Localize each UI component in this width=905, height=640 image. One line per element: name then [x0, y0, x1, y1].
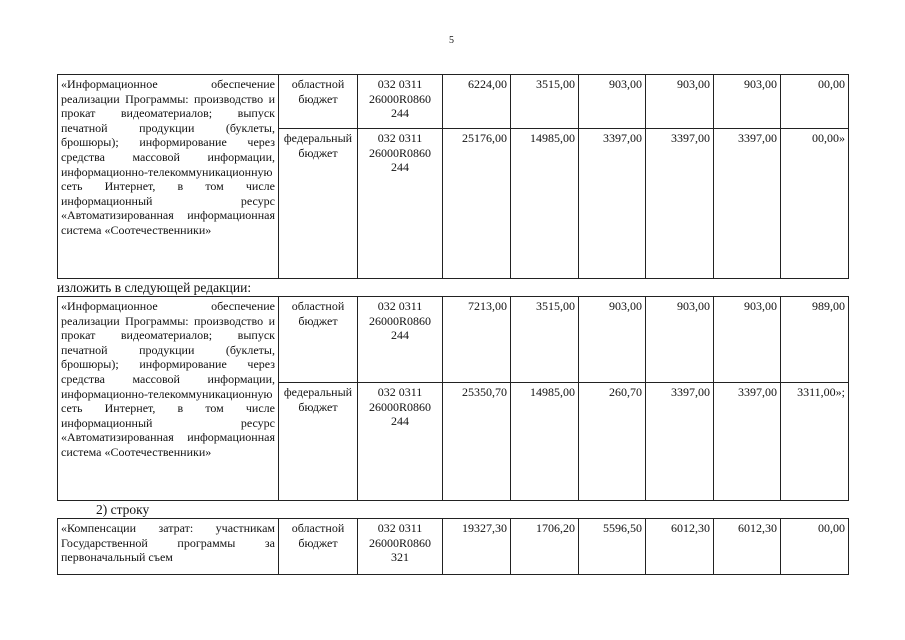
value-cell: 25176,00	[443, 129, 511, 279]
value-cell: 6224,00	[443, 75, 511, 129]
value-cell: 00,00	[781, 519, 849, 575]
value-cell: 00,00	[781, 75, 849, 129]
funding-source: областной бюджет	[279, 297, 358, 383]
value-cell: 6012,30	[714, 519, 781, 575]
budget-code: 032 0311 26000R0860 244	[358, 129, 443, 279]
value-cell: 989,00	[781, 297, 849, 383]
budget-code: 032 0311 26000R0860 244	[358, 383, 443, 501]
amendment-table-next	[57, 518, 849, 575]
amendment-table-new	[57, 296, 849, 501]
value-cell: 14985,00	[511, 129, 579, 279]
budget-code: 032 0311 26000R0860 244	[358, 297, 443, 383]
value-cell: 903,00	[646, 75, 714, 129]
value-cell: 14985,00	[511, 383, 579, 501]
value-cell: 903,00	[714, 75, 781, 129]
activity-description: «Информационное обеспечение реализации Программы: производство и прокат видеоматериалов; выпуск печатной продукции (буклеты, брошюры); информирование через средства массовой информации, информационно-телекоммуникационную сеть Интернет, в том числе информационный ресурс «Автоматизированная информационная система «Соотечественники»	[58, 297, 279, 501]
value-cell: 903,00	[714, 297, 781, 383]
funding-source: областной бюджет	[279, 519, 358, 575]
budget-code: 032 0311 26000R0860 244	[358, 75, 443, 129]
table-row	[58, 297, 849, 383]
value-cell: 260,70	[579, 383, 646, 501]
value-cell: 7213,00	[443, 297, 511, 383]
value-cell: 25350,70	[443, 383, 511, 501]
table-row	[58, 75, 849, 129]
activity-description: «Компенсации затрат: участникам Государственной программы за первоначальный съем	[58, 519, 279, 575]
value-cell: 903,00	[646, 297, 714, 383]
value-cell: 5596,50	[579, 519, 646, 575]
value-cell: 3397,00	[714, 129, 781, 279]
value-cell: 3311,00»;	[781, 383, 849, 501]
budget-code: 032 0311 26000R0860 321	[358, 519, 443, 575]
page-number: 5	[449, 35, 454, 46]
funding-source: областной бюджет	[279, 75, 358, 129]
caption-new-wording: изложить в следующей редакции:	[57, 280, 252, 295]
caption-row-2: 2) строку	[96, 502, 150, 517]
value-cell: 903,00	[579, 297, 646, 383]
funding-source: федеральный бюджет	[279, 129, 358, 279]
value-cell: 3515,00	[511, 297, 579, 383]
value-cell: 00,00»	[781, 129, 849, 279]
value-cell: 3397,00	[579, 129, 646, 279]
value-cell: 3397,00	[714, 383, 781, 501]
table-row	[58, 519, 849, 575]
activity-description: «Информационное обеспечение реализации Программы: производство и прокат видеоматериалов; выпуск печатной продукции (буклеты, брошюры); информирование через средства массовой информации, информационно-телекоммуникационную сеть Интернет, в том числе информационный ресурс «Автоматизированная информационная система «Соотечественники»	[58, 75, 279, 279]
value-cell: 6012,30	[646, 519, 714, 575]
funding-source: федеральный бюджет	[279, 383, 358, 501]
amendment-table-old	[57, 74, 849, 279]
value-cell: 903,00	[579, 75, 646, 129]
value-cell: 3397,00	[646, 129, 714, 279]
value-cell: 3515,00	[511, 75, 579, 129]
value-cell: 3397,00	[646, 383, 714, 501]
value-cell: 19327,30	[443, 519, 511, 575]
value-cell: 1706,20	[511, 519, 579, 575]
